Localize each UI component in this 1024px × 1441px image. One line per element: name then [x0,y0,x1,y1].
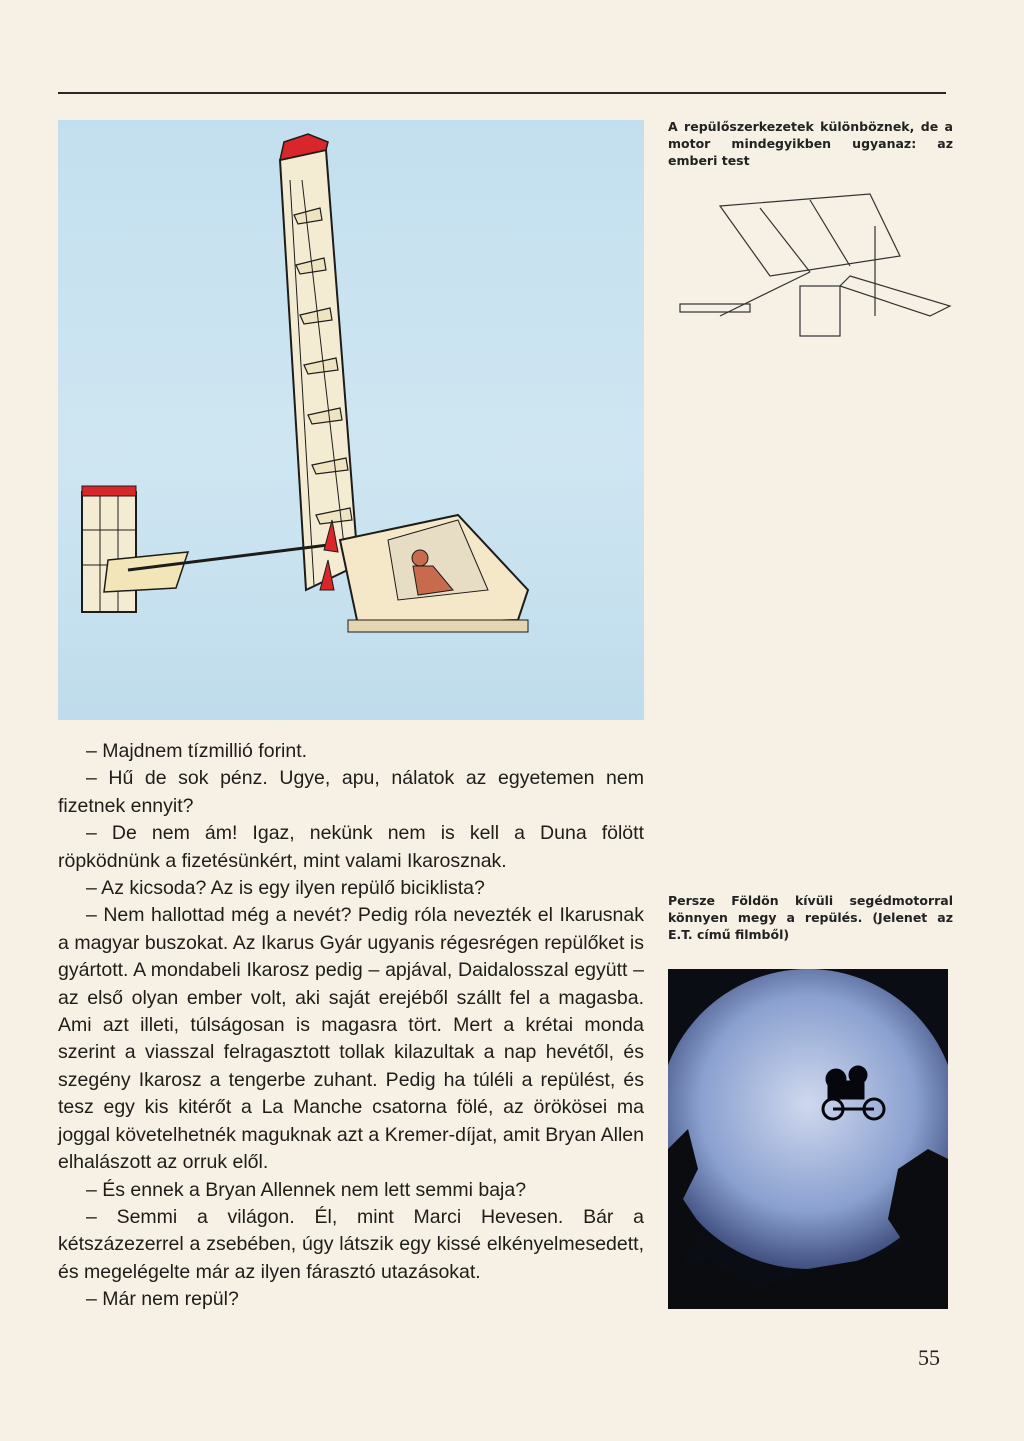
page-number: 55 [918,1345,940,1370]
caption-bottom: Persze Földön kívüli segédmotorral könnyen megy a repülés. (Jelenet az E.T. című filmből) [668,893,953,942]
header-rule [58,92,946,94]
aircraft-drawing [58,120,644,720]
paragraph: – Semmi a világon. Él, mint Marci Hevesen. Bár a kétszázezerrel a zsebében, úgy látszik egy kissé elkényelmesedett, és megelégelte már az ilyen fárasztó utazásokat. [58,1205,644,1283]
paragraph: – Az kicsoda? Az is egy ilyen repülő biciklista? [86,877,485,900]
body-text [58,738,644,1314]
paragraph: – Már nem repül? [86,1288,239,1311]
caption-top: A repülőszerkezetek különböznek, de a motor mindegyikben ugyanaz: az emberi test [668,119,953,168]
paragraph: – És ennek a Bryan Allennek nem lett semmi baja? [86,1178,527,1201]
et-film-scene-photo [668,969,948,1309]
paragraph: – Majdnem tízmillió forint. [86,740,308,762]
paragraph: – De nem ám! Igaz, nekünk nem is kell a Duna fölött röpködnünk a fizetésünkért, mint valami Ikarosznak. [58,822,644,872]
paragraph: – Hű de sok pénz. Ugye, apu, nálatok az egyetemen nem fizetnek ennyit? [58,767,644,817]
aircraft-illustration [58,120,644,720]
glider-sketch [660,186,956,356]
paragraph: – Nem hallottad még a nevét? Pedig róla nevezték el Ikarusnak a magyar buszokat. Az Ikarus Gyár ugyanis régesrégen repülőket is gyártott. A mondabeli Ikarosz pedig – apjával, Daidalosszal együtt – az első olyan ember volt, aki saját erejéből szállt fel a magasba. Ami azt illeti, túlságosan is magasra tört. Mert a krétai monda szerint a viasszal felragasztott tollak kilazultak a nap hevétől, és szegény Ikarosz a tengerbe zuhant. Pedig ha túléli a repülést, és tesz egy kis kitérőt a La Manche csatorna fölé, az örökösei ma joggal követelhetnék maguknak azt a Kremer-díjat, amit Bryan Allen elhalászott az orruk elől. [58,904,644,1174]
